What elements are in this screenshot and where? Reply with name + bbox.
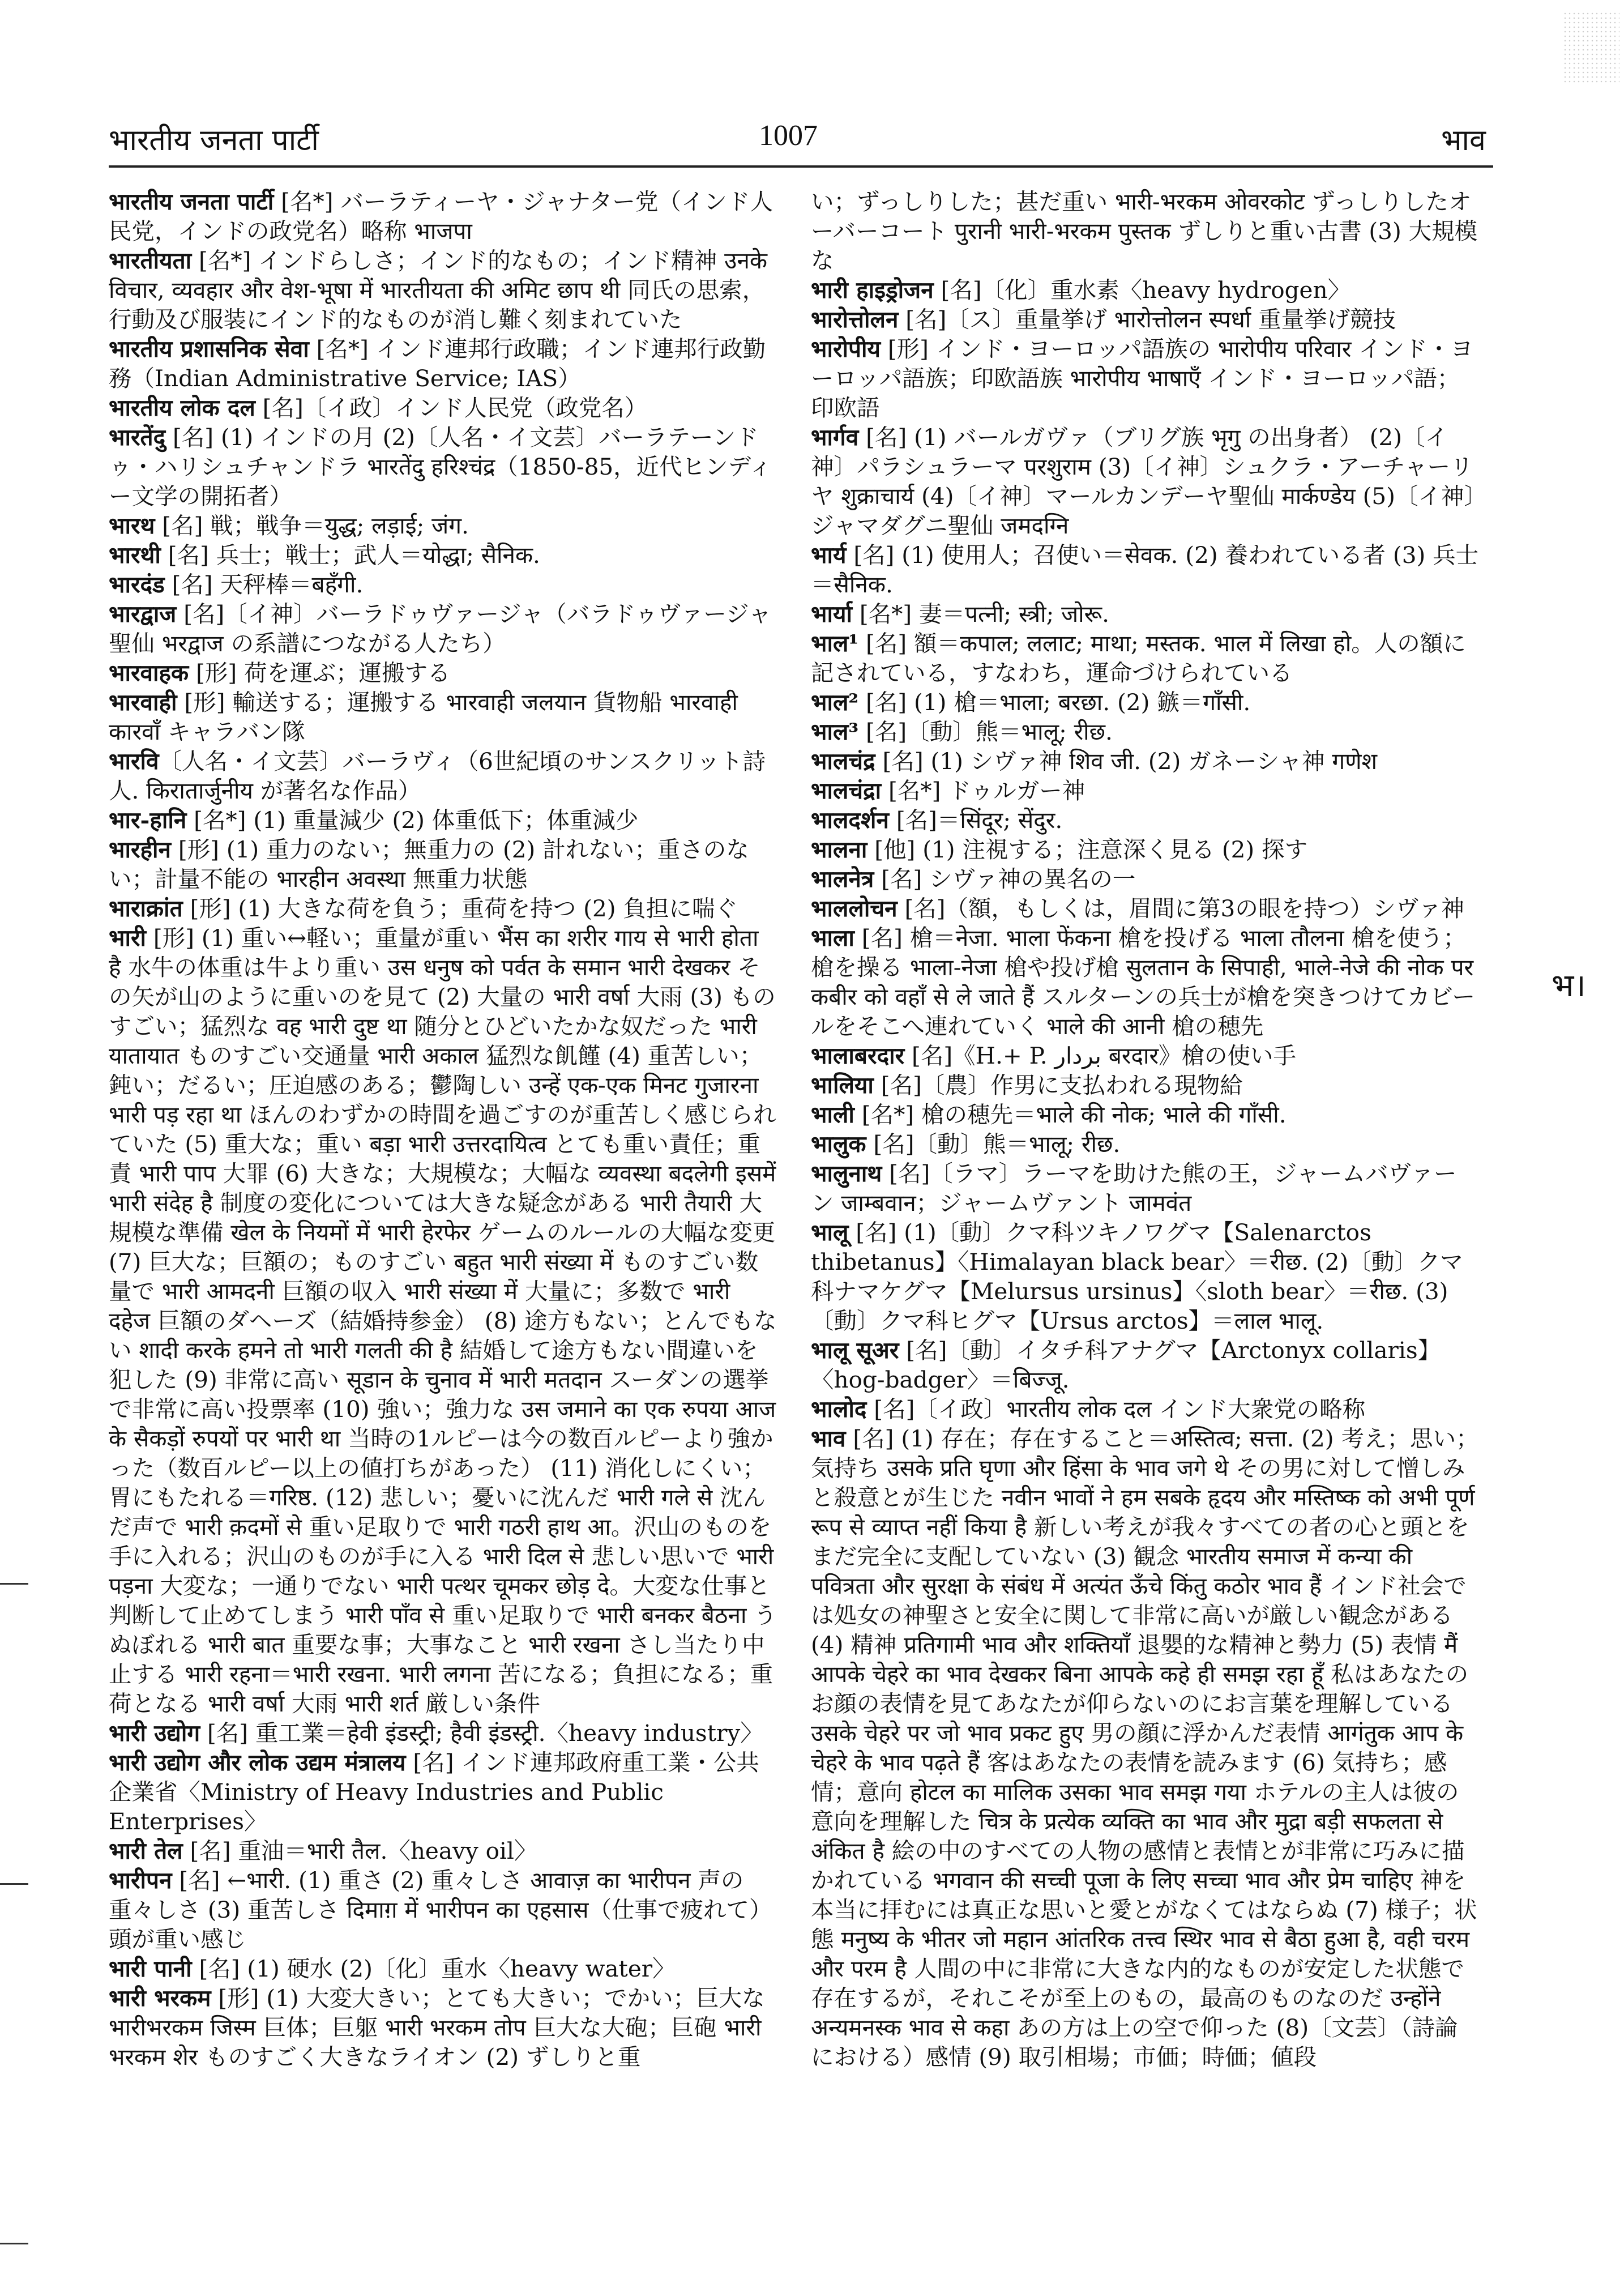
dictionary-entry (109, 923, 777, 1718)
entry-definition: い；ずっしりした；甚だ重い भारी-भरकम ओवरकोट ずっしりしたオーバーコート पुरानी भारी-भरकम पुस्तक ずしりと重い古書 (3) 大規模な (811, 188, 1478, 274)
dictionary-entry (811, 305, 1479, 334)
entry-definition: [形] (1) 大変大きい；とても大きい；でかい；巨大な भारीभरकम जिस्म 巨体；巨躯 भारी भरकम तोप 巨大な大砲；巨砲 भारी भरकम शेर ものすごく大きなライオン (2) ずしりと重 (109, 1984, 765, 2071)
dictionary-entry (109, 393, 777, 422)
entry-headword: भालू (811, 1219, 849, 1246)
entry-definition: [名] 額＝कपाल; ललाट; माथा; मस्तक. भाल में लिखा हो。人の額に記されている，すなわち，運命づけられている (811, 630, 1466, 686)
entry-definition: [名] シヴァ神の異名の一 (874, 865, 1136, 893)
entry-definition: [名] 槍＝नेजा. भाला फेंकना 槍を投げる भाला तौलना 槍を使う；槍を操る भाला-नेजा 槍や投げ槍 सुलतान के सिपाही, भाले-नेजे की नोक पर कबीर को वहाँ से ले जाते हैं スルターンの兵士が槍を突きつけてカビールをそこへ連れていく भाले की आनी 槍の穂先 (811, 924, 1475, 1040)
entry-headword: भालोद (811, 1395, 867, 1423)
entry-definition: [名] 重工業＝हेवी इंडस्ट्री; हैवी इंडस्ट्री.〈heavy industry〉 (200, 1719, 763, 1747)
entry-headword: भालाबरदार (811, 1042, 905, 1069)
page-number: 1007 (759, 119, 818, 152)
dictionary-entry (811, 1218, 1479, 1335)
entry-headword: भारी भरकम (109, 1984, 211, 2012)
dictionary-entry (811, 688, 1479, 717)
entry-definition: [名]《H.+ P. بردار बरदार》槍の使い手 (904, 1042, 1297, 1069)
entry-definition: [名]〔化〕重水素〈heavy hydrogen〉 (933, 276, 1351, 304)
dictionary-entry (811, 1100, 1479, 1129)
dictionary-entry (811, 864, 1479, 894)
entry-definition: [名*] インド連邦行政職；インド連邦行政勤務（Indian Administrative Service; IAS） (109, 335, 766, 392)
dictionary-entry (811, 599, 1479, 629)
entry-definition: [名*] 槍の穂先＝भाले की नोक; भाले की गाँसी. (854, 1101, 1287, 1128)
entry-definition: [名]〔ラマ〕ラーマを助けた熊の王，ジャームバヴァーン जाम्बवान；ジャームヴァント जामवंत (811, 1160, 1457, 1217)
thumb-index-tab: भ। (1552, 967, 1586, 1004)
entry-headword: भाल¹ (811, 630, 859, 657)
dictionary-entry (811, 805, 1479, 835)
dictionary-entry (109, 246, 777, 334)
dictionary-entry (811, 1394, 1479, 1424)
entry-definition: [名] (1) 存在；存在すること＝अस्तित्व; सत्ता. (2) 考え；思い；気持ち उसके प्रति घृणा और हिंसा के भाव जगे थे その男に対して憎しみと殺意とが生じた नवीन भावों ने हम सबके हृदय और मस्तिष्क को अभी पूर्ण रूप से व्याप्त नहीं किया है 新しい考えが我々すべての者の心と頭とをまだ完全に支配していない (3) 観念 भारतीय समाज में कन्या की पवित्रता और सुरक्षा के संबंध में अत्यंत ऊँचे किंतु कठोर भाव हैं インド社会では処女の神聖さと安全に関して非常に高いが厳しい観念がある (4) 精神 प्रतिगामी भाव और शक्तियाँ 退嬰的な精神と勢力 (5) 表情 मैं आपके चेहरे का भाव देखकर बिना आपके कहे ही समझ रहा हूँ 私はあなたのお顔の表情を見てあなたが仰らないのにお言葉を理解している उसके चेहरे पर जो भाव प्रकट हुए 男の顔に浮かんだ表情 आगंतुक आप के चेहरे के भाव पढ़ते हैं 客はあなたの表情を読みます (6) 気持ち；感情；意向 होटल का मालिक उसका भाव समझ गया ホテルの主人は彼の意向を理解した चित्र के प्रत्येक व्यक्ति का भाव और मुद्रा बड़ी सफलता से अंकित है 絵の中のすべての人物の感情と表情とが非常に巧みに描かれている भगवान की सच्ची पूजा के लिए सच्चा भाव और प्रेम चाहिए 神を本当に拝むには真正な思いと愛とがなくてはならぬ (7) 様子；状態 मनुष्य के भीतर जो महान आंतरिक तत्त्व स्थिर भाव से बैठा हुआ है, वही चरम और परम है 人間の中に非常に大きな内的なものが安定した状態で存在するが，それこそが至上のもの，最高のものなのだ उन्होंने अन्यमनस्क भाव से कहा あの方は上の空で仰った (8)〔文芸〕（詩論における）感情 (9) 取引相場；市価；時価；値段 (811, 1425, 1479, 2071)
entry-headword: भारी उद्योग (109, 1719, 200, 1747)
dictionary-entry (109, 540, 777, 570)
entry-definition: [名] 重油＝भारी तैल.〈heavy oil〉 (182, 1837, 537, 1864)
entry-definition: [名]〔イ政〕भारतीय लोक दल インド大衆党の略称 (866, 1395, 1366, 1423)
entry-definition: [名]〔動〕熊＝भालू; रीछ. (866, 1130, 1121, 1158)
entry-headword: भारदंड (109, 571, 165, 598)
entry-definition: [名]〔動〕熊＝भालू; रीछ. (858, 718, 1113, 745)
entry-headword: भार्गव (811, 424, 859, 451)
entry-definition: 〔人名・イ文芸〕バーラヴィ（6世紀頃のサンスクリット詩人. किरातार्जुनीय が著名な作品） (109, 748, 766, 804)
dictionary-entry (811, 1159, 1479, 1218)
dictionary-entry (811, 776, 1479, 805)
entry-definition: [名] (1) シヴァ神 शिव जी. (2) ガネーシャ神 गणेश (875, 748, 1378, 775)
margin-mark (0, 1883, 28, 1885)
dictionary-entry (109, 599, 777, 658)
dictionary-entry (811, 835, 1479, 864)
dictionary-entry (109, 570, 777, 599)
entry-definition: [名*] (1) 重量減少 (2) 体重低下；体重減少 (186, 806, 639, 834)
entry-headword: भाल³ (811, 718, 859, 745)
entry-definition: [名*] 妻＝पत्नी; स्त्री; जोरू. (852, 600, 1109, 628)
margin-mark (0, 2243, 28, 2244)
entry-definition: [名]〔農〕作男に支払われる現物給 (873, 1072, 1243, 1099)
entry-headword: भारतीय जनता पार्टी (109, 188, 274, 215)
dictionary-entry (811, 923, 1479, 1041)
entry-headword: भालचंद्रा (811, 777, 882, 804)
entry-definition: [形] インド・ヨーロッパ語族の भारोपीय परिवार インド・ヨーロッパ語族；印欧語族 भारोपीय भाषाएँ インド・ヨーロッパ語；印欧語 (811, 335, 1473, 421)
entry-headword: भालचंद्र (811, 748, 875, 775)
entry-headword: भारद्वाज (109, 600, 177, 628)
dictionary-entry (109, 1954, 777, 1983)
margin-mark (0, 1583, 28, 1585)
entry-definition: [形] 輸送する；運搬する भारवाही जलयान 貨物船 भारवाही कारवाँ キャラバン隊 (109, 689, 738, 745)
entry-headword: भारीपन (109, 1867, 172, 1894)
dictionary-entry (109, 1866, 777, 1954)
entry-definition: [名]〔イ神〕バーラドゥヴァージャ（バラドゥヴァージャ聖仙 भरद्वाज の系譜につながる人たち） (109, 600, 772, 657)
entry-definition: [名] 天秤棒＝बहँगी. (164, 571, 364, 598)
entry-definition: [名]〔動〕イタチ科アナグマ【Arctonyx collaris】〈hog-badger〉＝बिज्जू. (811, 1337, 1441, 1393)
dictionary-entry (109, 805, 777, 835)
entry-definition: [名*] インドらしさ；インド的なもの；インド精神 उनके विचार, व्यवहार और वेश-भूषा में भारतीयता की अमिट छाप थी 同氏の思索，行動及び服装にインド的なものが消し難く刻まれていた (109, 247, 767, 333)
entry-headword: भारतीय लोक दल (109, 394, 255, 421)
entry-definition: [名] (1) バールガヴァ（ブリグ族 भृगु の出身者） (2)〔イ神〕パラシュラーマ परशुराम (3)〔イ神〕シュクラ・アーチャーリヤ शुक्राचार्य (4)〔イ神〕マールカンデーヤ聖仙 मार्कण्डेय (5)〔イ神〕ジャマダグニ聖仙 जमदग्नि (811, 424, 1476, 539)
entry-definition: [名] ←भारी. (1) 重さ (2) 重々しさ आवाज़ का भारीपन 声の重々しさ (3) 重苦しさ दिमाग़ में भारीपन का एहसास（仕事で疲れて）頭が重い感じ (109, 1867, 772, 1953)
entry-definition: [名] (1) 使用人；召使い＝सेवक. (2) 養われている者 (3) 兵士＝सैनिक. (811, 541, 1479, 598)
entry-headword: भार्या (811, 600, 852, 628)
dictionary-entry (811, 540, 1479, 599)
scan-noise (1563, 11, 1619, 85)
dictionary-entry (109, 835, 777, 894)
dictionary-entry (811, 746, 1479, 776)
entry-headword: भारवाहक (109, 659, 189, 686)
dictionary-entry (811, 275, 1479, 305)
entry-headword: भारी पानी (109, 1955, 192, 1982)
entry-headword: भालदर्शन (811, 806, 889, 834)
dictionary-entry (109, 688, 777, 746)
entry-definition: [名] (1) 硬水 (2)〔化〕重水〈heavy water〉 (191, 1955, 676, 1982)
dictionary-entry (811, 1424, 1479, 2072)
entry-headword: भार-हानि (109, 806, 187, 834)
entry-headword: भारी हाइड्रोजन (811, 276, 934, 304)
dictionary-entry (109, 334, 777, 393)
entry-headword: भारी तेल (109, 1837, 183, 1864)
dictionary-entry (109, 1748, 777, 1836)
dictionary-entry (811, 1070, 1479, 1100)
entry-definition: [名*] バーラティーヤ・ジャナター党（インド人民党，インドの政党名）略称 भाजपा (109, 188, 773, 245)
entry-definition: [形] 荷を運ぶ；運搬する (189, 659, 451, 686)
entry-headword: भालू सूअर (811, 1337, 899, 1364)
dictionary-entry (109, 894, 777, 923)
entry-headword: भारतेंदु (109, 424, 166, 451)
dictionary-entry (811, 1335, 1479, 1394)
entry-definition: [名*] ドゥルガー神 (881, 777, 1085, 804)
entry-headword: भारोत्तोलन (811, 306, 899, 333)
dictionary-entry (811, 187, 1479, 275)
entry-definition: [名] インド連邦政府重工業・公共企業省〈Ministry of Heavy Industries and Public Enterprises〉 (109, 1749, 759, 1835)
entry-definition: [名]＝सिंदूर; सेंदुर. (888, 806, 1063, 834)
dictionary-entry (811, 422, 1479, 540)
entry-headword: भाल² (811, 689, 859, 716)
entry-definition: [名] 戦；戦争＝युद्ध; लड़ाई; जंग. (155, 512, 469, 539)
entry-headword: भाला (811, 924, 854, 951)
entry-definition: [名] (1) インドの月 (2)〔人名・イ文芸〕バーラテーンドゥ・ハリシュチャンドラ भारतेंदु हरिश्चंद्र（1850-85，近代ヒンディー文学の開拓者） (109, 424, 772, 510)
entry-headword: भारी उद्योग और लोक उद्यम मंत्रालय (109, 1749, 406, 1776)
entry-definition: [形] (1) 大きな荷を負う；重荷を持つ (2) 負担に喘ぐ (182, 895, 738, 922)
dictionary-entry (811, 717, 1479, 746)
running-head-left: भारतीय जनता पार्टी (109, 123, 319, 157)
entry-definition: [名]〔ス〕重量挙げ भारोत्तोलन स्पर्धा 重量挙げ競技 (898, 306, 1396, 333)
dictionary-entry (811, 334, 1479, 422)
entry-headword: भारहीन (109, 836, 171, 863)
dictionary-entry (109, 422, 777, 511)
entry-headword: भारोपीय (811, 335, 881, 362)
entry-headword: भारवाही (109, 689, 177, 716)
entry-headword: भालिया (811, 1072, 874, 1099)
entry-headword: भाली (811, 1101, 854, 1128)
entry-definition: [形] (1) 重力のない；無重力の (2) 計れない；重さのない；計量不能の भारहीन अवस्था 無重力状態 (109, 836, 749, 893)
entry-headword: भाव (811, 1425, 846, 1452)
entry-headword: भारतीयता (109, 247, 192, 274)
dictionary-entry (811, 1041, 1479, 1070)
entry-definition: [名]（額，もしくは，眉間に第3の眼を持つ）シヴァ神 (897, 895, 1464, 922)
entry-definition: [名] (1) 槍＝भाला; बरछा. (2) 鏃＝गाँसी. (858, 689, 1251, 716)
dictionary-entry (811, 1129, 1479, 1159)
dictionary-entry (811, 629, 1479, 688)
dictionary-entry (109, 1836, 777, 1866)
entry-headword: भालुक (811, 1130, 866, 1158)
entry-definition: [形] (1) 重い↔軽い；重量が重い भैंस का शरीर गाय से भारी होता है 水牛の体重は牛より重い उस धनुष को पर्वत के समान भारी देखकर その矢が山のように重いのを見て (2) 大量の भारी वर्षा 大雨 (3) ものすごい；猛烈な वह भारी दुष्ट था 随分とひどいたかな奴だった भारी यातायात ものすごい交通量 भारी अकाल 猛烈な飢饉 (4) 重苦しい；鈍い；だるい；圧迫感のある；鬱陶しい उन्हें एक-एक मिनट गुजारना भारी पड़ रहा था ほんのわずかの時間を過ごすのが重苦しく感じられていた (5) 重大な；重い बड़ा भारी उत्तरदायित्व とても重い責任；重責 भारी पाप 大罪 (6) 大きな；大規模な；大幅な व्यवस्था बदलेगी इसमें भारी संदेह है 制度の変化については大きな疑念がある भारी तैयारी 大規模な準備 खेल के नियमों में भारी हेरफेर ゲームのルールの大幅な変更 (7) 巨大な；巨額の；ものすごい बहुत भारी संख्या में ものすごい数量で भारी आमदनी 巨額の収入 भारी संख्या में 大量に；多数で भारी दहेज 巨額のダヘーズ（結婚持参金） (8) 途方もない；とんでもない शादी करके हमने तो भारी गलती की है 結婚して途方もない間違いを犯した (9) 非常に高い सूडान के चुनाव में भारी मतदान スーダンの選挙で非常に高い投票率 (10) 強い；強力な उस जमाने का एक रुपया आज के सैकड़ों रुपयों पर भारी था 当時の1ルピーは今の数百ルピーより強かった（数百ルピー以上の値打ちがあった） (11) 消化しにくい；胃にもたれる＝गरिष्ठ. (12) 悲しい；憂いに沈んだ भारी गले से 沈んだ声で भारी क़दमों से 重い足取りで भारी गठरी हाथ आ。沢山のものを手に入れる；沢山のものが手に入る भारी दिल से 悲しい思いで भारी पड़ना 大変な；一通りでない भारी पत्थर चूमकर छोड़ दे。大変な仕事と判断して止めてしまう भारी पाँव से 重い足取りで भारी बनकर बैठना うぬぼれる भारी बात 重要な事；大事なこと भारी रखना さし当たり中止する भारी रहना＝भारी रखना. भारी लगना 苦になる；負担になる；重荷となる भारी वर्षा 大雨 भारी शर्त 厳しい条件 (109, 924, 777, 1717)
entry-headword: भाललोचन (811, 895, 898, 922)
dictionary-entry (109, 1983, 777, 2072)
entry-headword: भालनेत्र (811, 865, 874, 893)
right-column (811, 187, 1479, 2072)
entry-headword: भालुनाथ (811, 1160, 882, 1187)
entry-definition: [他] (1) 注視する；注意深く見る (2) 探す (867, 836, 1308, 863)
entry-headword: भारथ (109, 512, 155, 539)
dictionary-entry (109, 187, 777, 246)
running-head-right: भाव (1441, 123, 1486, 157)
entry-headword: भारतीय प्रशासनिक सेवा (109, 335, 309, 362)
left-column (109, 187, 777, 2072)
entry-definition: [名] 兵士；戦士；武人＝योद्धा; सैनिक. (160, 541, 540, 569)
entry-headword: भारथी (109, 541, 161, 569)
header-rule (109, 165, 1493, 168)
dictionary-entry (109, 511, 777, 540)
entry-headword: भार्य (811, 541, 847, 569)
entry-headword: भालना (811, 836, 867, 863)
entry-headword: भारी (109, 924, 147, 951)
dictionary-entry (109, 658, 777, 688)
dictionary-entry (109, 1718, 777, 1748)
entry-definition: [名]〔イ政〕インド人民党（政党名） (255, 394, 648, 421)
entry-definition: [名] (1)〔動〕クマ科ツキノワグマ【Salenarctos thibetanus】〈Himalayan black bear〉＝रीछ. (2)〔動〕クマ科ナマケグマ【Melursus ursinus】〈sloth bear〉＝रीछ. (3)〔動〕クマ科ヒグマ【Ursus arctos】＝लाल भालू. (811, 1219, 1463, 1334)
entry-headword: भाराक्रांत (109, 895, 183, 922)
entry-headword: भारवि (109, 748, 159, 775)
dictionary-entry (109, 746, 777, 805)
dictionary-entry (811, 894, 1479, 923)
